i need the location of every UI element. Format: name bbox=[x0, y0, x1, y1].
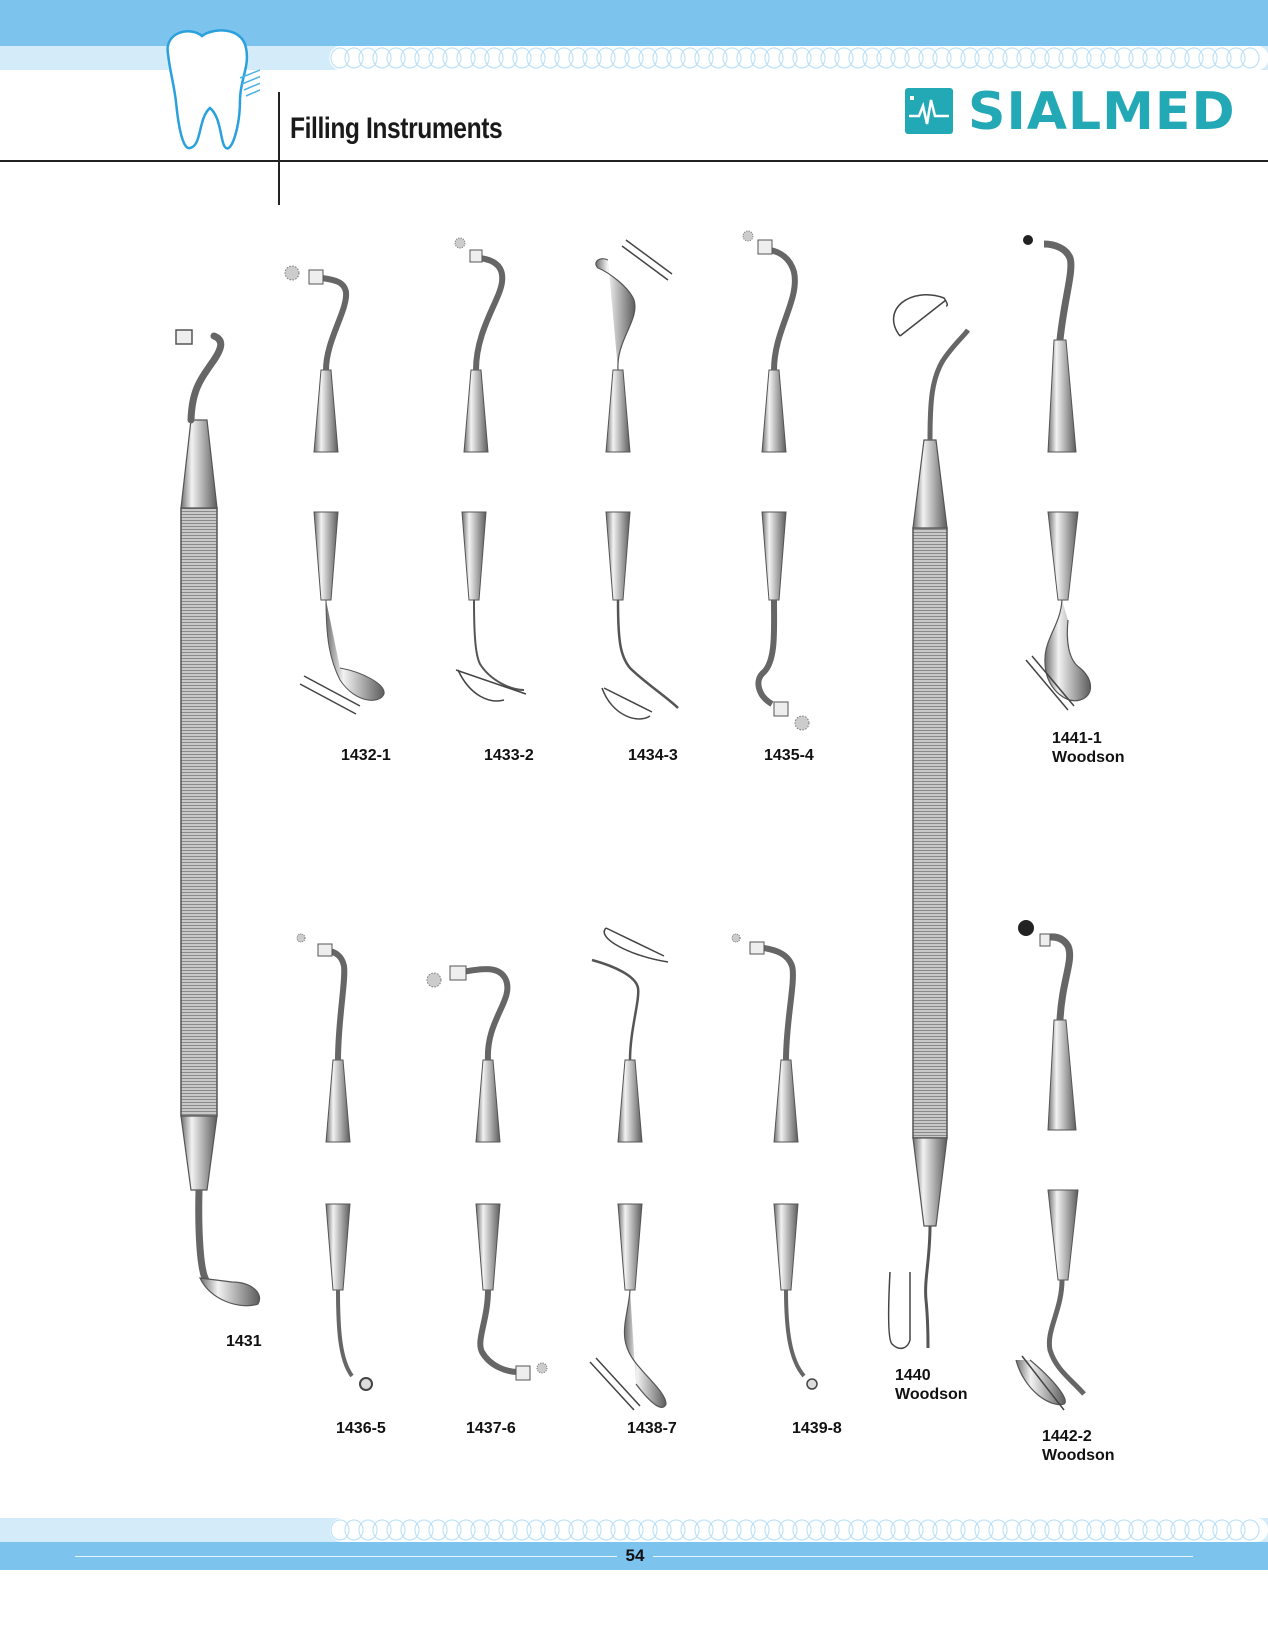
instrument-1432-1 bbox=[285, 266, 384, 714]
instrument-1436-5 bbox=[297, 934, 372, 1390]
item-label-1433-2 bbox=[484, 746, 534, 765]
item-label-1441-1 bbox=[1052, 729, 1125, 767]
item-code: 1442-2 bbox=[1042, 1428, 1092, 1445]
item-code: 1437-6 bbox=[466, 1420, 516, 1437]
item-code: 1434-3 bbox=[628, 747, 678, 764]
item-label-1440 bbox=[895, 1366, 968, 1404]
item-label-1432-1 bbox=[341, 746, 391, 765]
brand-name: SIALMED bbox=[968, 82, 1236, 142]
instrument-1442-2 bbox=[1016, 920, 1084, 1410]
item-label-1437-6 bbox=[466, 1419, 516, 1438]
footer-ring-pattern bbox=[0, 1518, 1268, 1542]
item-label-1435-4 bbox=[764, 746, 814, 765]
instrument-1441-1 bbox=[1023, 235, 1091, 710]
item-label-1438-7 bbox=[627, 1419, 677, 1438]
instrument-1434-3 bbox=[596, 240, 678, 719]
instrument-1433-2 bbox=[455, 238, 526, 701]
item-label-1439-8 bbox=[792, 1419, 842, 1438]
instrument-1440 bbox=[889, 295, 968, 1349]
item-code: 1440 bbox=[895, 1367, 931, 1384]
item-subtitle: Woodson bbox=[1042, 1447, 1115, 1464]
instrument-1439-8 bbox=[732, 934, 817, 1389]
item-code: 1438-7 bbox=[627, 1420, 677, 1437]
item-subtitle: Woodson bbox=[895, 1386, 968, 1403]
page-title: Filling Instruments bbox=[290, 112, 503, 145]
item-label-1434-3 bbox=[628, 746, 678, 765]
item-code: 1436-5 bbox=[336, 1420, 386, 1437]
item-code: 1431 bbox=[226, 1333, 262, 1350]
item-code: 1435-4 bbox=[764, 747, 814, 764]
footer-ring-band bbox=[0, 1518, 1268, 1542]
instrument-1431 bbox=[176, 330, 260, 1306]
item-subtitle: Woodson bbox=[1052, 749, 1125, 766]
item-code: 1432-1 bbox=[341, 747, 391, 764]
instrument-1438-7 bbox=[590, 928, 668, 1410]
item-code: 1433-2 bbox=[484, 747, 534, 764]
item-code: 1439-8 bbox=[792, 1420, 842, 1437]
instrument-1437-6 bbox=[427, 966, 547, 1380]
item-code: 1441-1 bbox=[1052, 730, 1102, 747]
item-label-1442-2 bbox=[1042, 1427, 1115, 1465]
item-label-1436-5 bbox=[336, 1419, 386, 1438]
page-number: 54 bbox=[617, 1544, 653, 1568]
item-label-1431 bbox=[226, 1332, 262, 1351]
instrument-1435-4 bbox=[743, 231, 809, 730]
